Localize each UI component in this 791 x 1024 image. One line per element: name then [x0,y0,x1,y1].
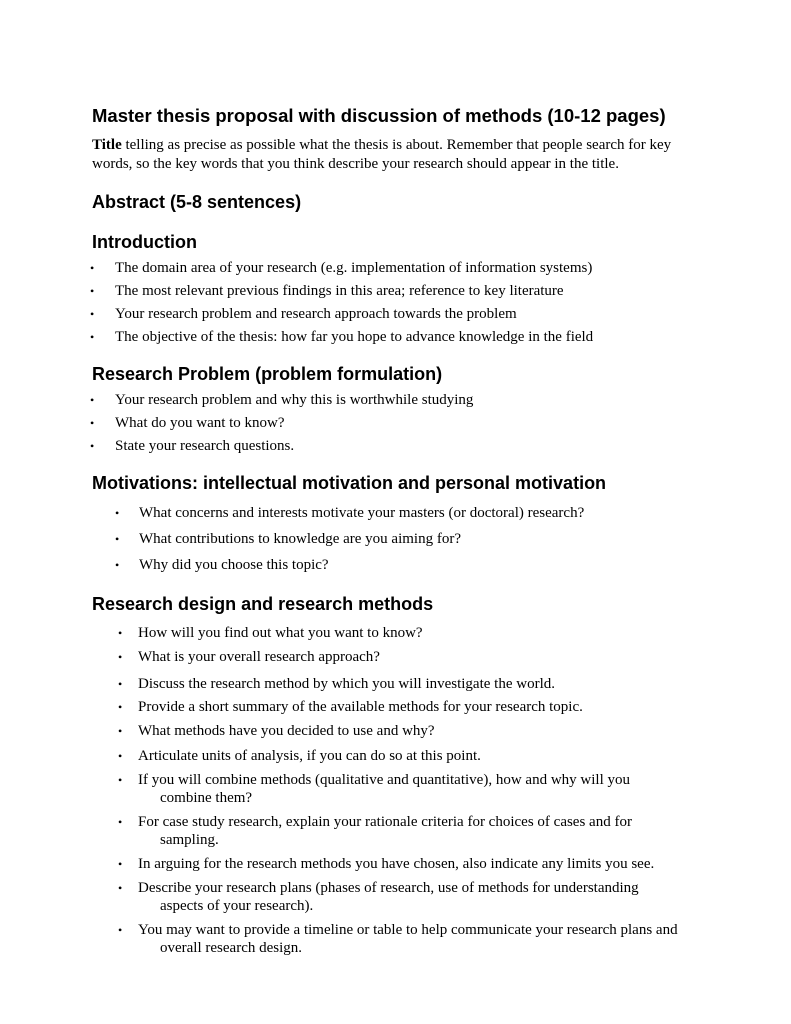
research-problem-heading: Research Problem (problem formulation) [92,364,443,384]
design-item [118,921,703,957]
title-description: telling as precise as possible what the thesis is about. Remember that people search for key words, so the key words that you think describe your research should appear in the title. [92,137,672,172]
page-title: Master thesis proposal with discussion of methods (10-12 pages) [92,105,666,126]
design-item [118,698,703,716]
list-item: • In arguing for the research methods you have chosen, also indicate any limits you see. [118,856,655,872]
introduction-list [90,259,715,351]
bullet-icon: • [118,857,123,871]
design-item [118,722,703,740]
bullet-icon: • [90,307,95,321]
design-item [118,675,703,693]
research-problem-list [90,391,715,460]
abstract-heading: Abstract (5-8 sentences) [92,192,302,212]
list-item: • What is your overall research approach? [118,649,380,665]
list-item: • Provide a short summary of the available methods for your research topic. [118,699,583,715]
bullet-icon: • [118,773,123,787]
list-item: • You may want to provide a timeline or table to help communicate your research plans and overall research design. [118,922,678,956]
research-design-heading: Research design and research methods [92,594,434,614]
list-item: • For case study research, explain your rationale criteria for choices of cases and for sampling. [118,814,632,848]
motivations-heading: Motivations: intellectual motivation and personal motivation [92,473,607,493]
bullet-icon: • [118,815,123,829]
list-item: • The domain area of your research (e.g. implementation of information systems) [90,260,593,276]
bullet-icon: • [90,416,95,430]
design-item [118,813,703,849]
list-item: • Why did you choose this topic? [115,557,329,573]
list-item: • Describe your research plans (phases of research, use of methods for understanding aspects of your research). [118,880,639,914]
list-item: • What contributions to knowledge are you aiming for? [115,531,461,547]
list-item: • What do you want to know? [90,415,285,431]
bullet-icon: • [118,923,123,937]
bullet-icon: • [90,393,95,407]
bullet-icon: • [90,284,95,298]
list-item: • Your research problem and why this is worthwhile studying [90,392,474,408]
list-item: • What concerns and interests motivate your masters (or doctoral) research? [115,505,585,521]
bullet-icon: • [118,724,123,738]
list-item: • Articulate units of analysis, if you can do so at this point. [118,748,481,764]
bullet-icon: • [115,506,120,520]
bullet-icon: • [90,261,95,275]
list-item: • Your research problem and research approach towards the problem [90,306,517,322]
bullet-icon: • [118,749,123,763]
bullet-icon: • [118,677,123,691]
list-item: • How will you find out what you want to know? [118,625,423,641]
list-item: • What methods have you decided to use and why? [118,723,435,739]
design-item [118,879,703,915]
bullet-icon: • [115,558,120,572]
title-term: Title [92,137,122,153]
list-item: • The objective of the thesis: how far you hope to advance knowledge in the field [90,329,594,345]
list-item: • Discuss the research method by which you will investigate the world. [118,676,555,692]
title-paragraph [92,136,702,174]
design-item [118,771,703,807]
design-item [118,747,703,765]
introduction-heading: Introduction [92,232,197,252]
bullet-icon: • [90,330,95,344]
list-item: • State your research questions. [90,438,295,454]
bullet-icon: • [90,439,95,453]
motivations-list [115,504,709,582]
list-item: • If you will combine methods (qualitative and quantitative), how and why will you combine them? [118,772,630,806]
design-item [118,624,703,642]
bullet-icon: • [115,532,120,546]
design-item [118,648,703,666]
list-item: • The most relevant previous findings in this area; reference to key literature [90,283,564,299]
design-item [118,855,703,873]
bullet-icon: • [118,881,123,895]
bullet-icon: • [118,626,123,640]
bullet-icon: • [118,700,123,714]
bullet-icon: • [118,650,123,664]
